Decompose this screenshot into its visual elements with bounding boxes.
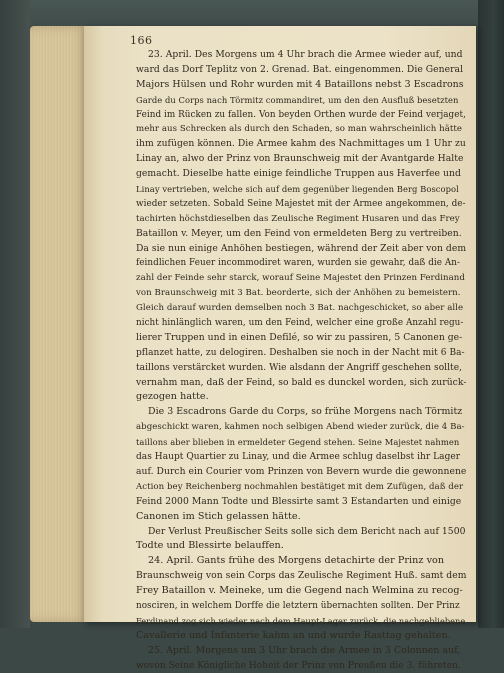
text-line: Feind 2000 Mann Todte und Blessirte samt 3 Estandarten und einige bbox=[136, 495, 462, 507]
text-line: feindlichen Feuer incommodiret waren, wurden sie gewahr, daß die An- bbox=[136, 258, 460, 269]
text-line: Todte und Blessirte belauffen. bbox=[136, 540, 284, 552]
text-line: ward das Dorf Teplitz von 2. Grenad. Bat. eingenommen. Die General bbox=[136, 63, 464, 75]
text-line: ihm zufügen können. Die Armee kahm des Nachmittages um 1 Uhr zu bbox=[136, 138, 466, 150]
text-line: vernahm man, daß der Feind, so bald es dunckel worden, sich zurück- bbox=[136, 376, 467, 388]
text-line: Ferdinand zog sich wieder nach dem Haupt-Lager zurück, die nachgebliebene bbox=[136, 615, 466, 626]
text-line: Cavallerie und Infanterie kahm an und wurde Rasttag gehalten. bbox=[136, 629, 451, 641]
text-line: gezogen hatte. bbox=[136, 391, 209, 403]
text-line: Action bey Reichenberg nochmahlen bestätiget mit dem Zufügen, daß der bbox=[136, 481, 464, 492]
book-page bbox=[84, 26, 476, 671]
text-line: Braunschweig von sein Corps das Zeulische Regiment Huß. samt dem bbox=[136, 570, 467, 582]
text-line: zahl der Feinde sehr starck, worauf Seine Majestet den Prinzen Ferdinand bbox=[136, 273, 465, 284]
text-line: auf. Durch ein Courier vom Prinzen von Bevern wurde die gewonnene bbox=[136, 465, 467, 477]
background-left bbox=[0, 0, 30, 628]
text-line: nicht hinlänglich waren, um den Feind, welcher eine große Anzahl regu- bbox=[136, 318, 464, 329]
text-line: Linay vertrieben, welche sich auf dem gegenüber liegenden Berg Boscopol bbox=[136, 184, 459, 195]
body-text bbox=[136, 48, 466, 673]
text-line: 24. April. Gants frühe des Morgens detachirte der Prinz von bbox=[148, 555, 445, 567]
text-line: mehr aus Schrecken als durch den Schaden, so man wahrscheinlich hätte bbox=[136, 124, 463, 135]
text-line: von Braunschweig mit 3 Bat. beorderte, sich der Anhöhen zu bemeistern. bbox=[136, 288, 461, 299]
text-line: taillons verstärcket wurden. Wie alsdann der Angriff geschehen sollte, bbox=[136, 362, 462, 373]
text-line: wieder setzeten. Sobald Seine Majestet mit der Armee angekommen, de- bbox=[136, 198, 466, 209]
text-line: Da sie nun einige Anhöhen bestiegen, während der Zeit aber von dem bbox=[136, 242, 467, 254]
text-line: pflanzet hatte, zu delogiren. Deshalben sie noch in der Nacht mit 6 Ba- bbox=[136, 347, 465, 358]
text-line: nosciren, in welchem Dorffe die letztern übernachten sollten. Der Prinz bbox=[136, 600, 460, 611]
text-line: Der Verlust Preußischer Seits solle sich dem Bericht nach auf 1500 bbox=[148, 525, 466, 537]
text-line: tachirten höchstdieselben das Zeulische Regiment Husaren und das Frey bbox=[136, 213, 460, 224]
text-line: Canonen im Stich gelassen hätte. bbox=[136, 510, 301, 522]
book-spine-shadow bbox=[478, 0, 504, 628]
page-number: 166 bbox=[130, 34, 153, 47]
text-line: das Haupt Quartier zu Linay, und die Armee schlug daselbst ihr Lager bbox=[136, 452, 461, 463]
text-line: Garde du Corps nach Törmitz commandiret, um den den Ausfluß besetzten bbox=[136, 94, 459, 105]
text-line: taillons aber blieben in ermeldeter Gegend stehen. Seine Majestet nahmen bbox=[136, 437, 460, 448]
text-line: wovon Seine Königliche Hoheit der Prinz von Preußen die 3. führeten. bbox=[136, 660, 461, 671]
text-line: Frey Bataillon v. Meineke, um die Gegend nach Welmina zu recog- bbox=[136, 585, 463, 597]
text-line: Gleich darauf wurden demselben noch 3 Bat. nachgeschicket, so aber alle bbox=[136, 303, 464, 314]
text-line: 25. April. Morgens um 3 Uhr brach die Armee in 3 Colonnen auf, bbox=[148, 644, 461, 656]
text-line: gemacht. Dieselbe hatte einige feindliche Truppen aus Haverfee und bbox=[136, 168, 461, 180]
text-line: lierer Truppen und in einen Defilé, so wir zu passiren, 5 Canonen ge- bbox=[136, 331, 463, 343]
text-line: abgeschickt waren, kahmen noch selbigen Abend wieder zurück, die 4 Ba- bbox=[136, 422, 465, 433]
text-line: Majors Hülsen und Rohr wurden mit 4 Bataillons nebst 3 Escadrons bbox=[136, 78, 464, 90]
page-edges bbox=[30, 26, 88, 622]
text-line: Feind im Rücken zu fallen. Von beyden Orthen wurde der Feind verjaget, bbox=[136, 109, 466, 120]
text-line: Linay an, alwo der Prinz von Braunschweig mit der Avantgarde Halte bbox=[136, 153, 464, 165]
text-line: 23. April. Des Morgens um 4 Uhr brach die Armee wieder auf, und bbox=[148, 49, 463, 60]
text-line: Bataillon v. Meyer, um den Feind von ermeldeten Berg zu vertreiben. bbox=[136, 227, 462, 239]
text-line: Die 3 Escadrons Garde du Corps, so frühe Morgens nach Törmitz bbox=[148, 406, 463, 418]
